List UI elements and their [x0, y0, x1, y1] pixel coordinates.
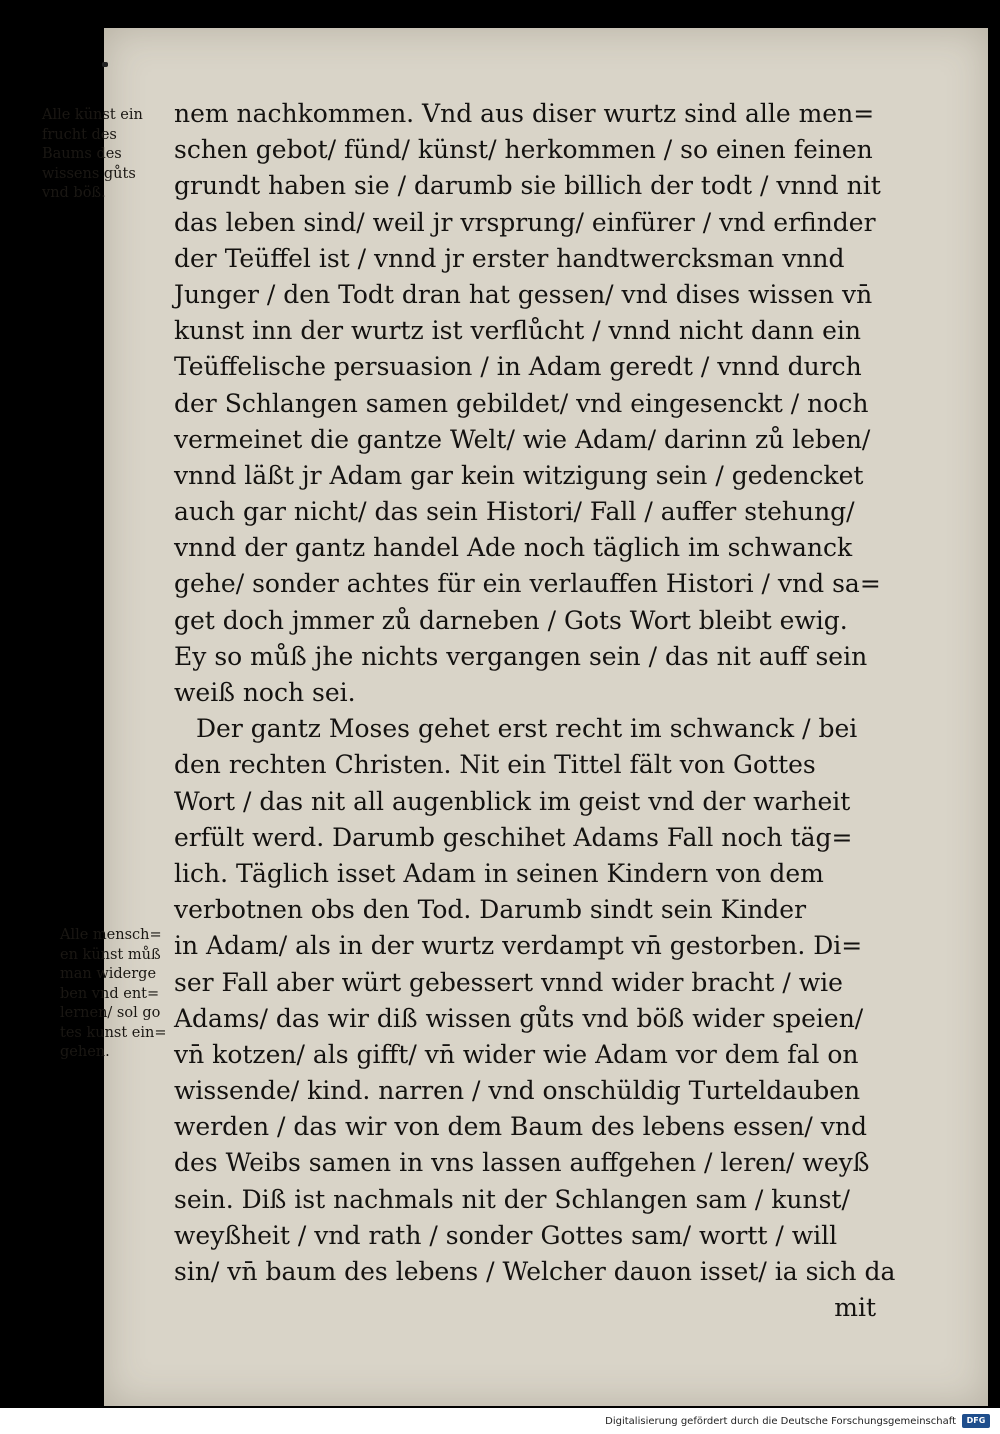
text-line: ser Fall aber würt gebessert vnnd wider bracht / wie	[174, 967, 843, 997]
text-line: der Schlangen samen gebildet/ vnd eingesenckt / noch	[174, 388, 869, 418]
text-line: vn̄ kotzen/ als gifft/ vn̄ wider wie Adam vor dem fal on	[174, 1039, 859, 1069]
marginal-note-line: Baums des	[42, 146, 122, 162]
text-line: vermeinet die gantze Welt/ wie Adam/ darinn zů leben/	[174, 424, 871, 454]
text-line: Adams/ das wir diß wissen gůts vnd böß wider speien/	[174, 1003, 864, 1033]
text-line: in Adam/ als in der wurtz verdampt vn̄ gestorben. Di=	[174, 931, 863, 961]
text-line: mit	[834, 1293, 876, 1323]
marginal-note-line: ben vnd ent=	[60, 985, 160, 1002]
text-line: Der gantz Moses gehet erst recht im schwanck / bei	[196, 714, 858, 744]
marginal-note-1	[42, 106, 143, 204]
marginal-note-line: wissens gůts	[42, 165, 136, 182]
text-line: den rechten Christen. Nit ein Tittel fält von Gottes	[174, 750, 816, 780]
marginal-note-line: en künst můß	[60, 946, 161, 963]
marginal-note-line: vnd böß.	[42, 185, 106, 201]
ink-speck	[102, 62, 108, 67]
text-line: der Teüffel ist / vnnd jr erster handtwercksman vnnd	[174, 243, 845, 273]
text-line: das leben sind/ weil jr vrsprung/ einfürer / vnd erfinder	[174, 207, 876, 237]
main-text-block	[174, 96, 896, 1326]
text-line: Teüffelische persuasion / in Adam geredt / vnnd durch	[174, 352, 862, 382]
footer-credit: Digitalisierung gefördert durch die Deutsche Forschungsgemeinschaft	[605, 1416, 956, 1427]
text-line: auch gar nicht/ das sein Histori/ Fall / auffer stehung/	[174, 497, 855, 527]
text-line: erfült werd. Darumb geschihet Adams Fall noch täg=	[174, 822, 853, 852]
text-line: Wort / das nit all augenblick im geist vnd der warheit	[174, 786, 851, 816]
text-line: get doch jmmer zů darneben / Gots Wort bleibt ewig.	[174, 605, 848, 635]
dfg-logo[interactable]: DFG	[962, 1414, 990, 1428]
text-line: gehe/ sonder achtes für ein verlauffen Histori / vnd sa=	[174, 569, 881, 599]
marginal-note-line: Alle künst ein	[42, 107, 143, 123]
text-line: grundt haben sie / darumb sie billich der todt / vnnd nit	[174, 171, 881, 201]
marginal-note-line: gehen.	[60, 1044, 110, 1060]
marginal-note-line: lernen/ sol go	[60, 1005, 161, 1021]
text-line: des Weibs samen in vns lassen auffgehen / leren/ weyß	[174, 1148, 870, 1178]
marginal-note-line: tes kunst ein=	[60, 1024, 167, 1041]
footer-bar	[0, 1408, 1000, 1434]
text-line: kunst inn der wurtz ist verflůcht / vnnd nicht dann ein	[174, 316, 861, 346]
text-line: vnnd läßt jr Adam gar kein witzigung sein / gedencket	[174, 460, 864, 490]
text-line: nem nachkommen. Vnd aus diser wurtz sind alle men=	[174, 99, 875, 128]
text-line: sin/ vn̄ baum des lebens / Welcher dauon isset/ ia sich da	[174, 1257, 896, 1286]
text-line: schen gebot/ fünd/ künst/ herkommen / so einen feinen	[174, 135, 873, 165]
text-line: verbotnen obs den Tod. Darumb sindt sein Kinder	[174, 895, 807, 925]
text-line: weyßheit / vnd rath / sonder Gottes sam/ wortt / will	[174, 1220, 838, 1250]
text-line: vnnd der gantz handel Ade noch täglich im schwanck	[174, 533, 853, 563]
marginal-note-line: Alle mensch=	[60, 927, 162, 943]
text-line: sein. Diß ist nachmals nit der Schlangen sam / kunst/	[174, 1184, 850, 1214]
text-line: wissende/ kind. narren / vnd onschüldig Turteldauben	[174, 1076, 861, 1106]
marginal-note-line: frucht des	[42, 126, 117, 143]
text-line: lich. Täglich isset Adam in seinen Kindern von dem	[174, 858, 824, 888]
text-line: Junger / den Todt dran hat gessen/ vnd dises wissen vn̄	[174, 279, 873, 309]
text-line: Ey so můß jhe nichts vergangen sein / das nit auff sein	[174, 641, 868, 671]
marginal-note-line: man widerge	[60, 966, 157, 982]
text-line: werden / das wir von dem Baum des lebens essen/ vnd	[174, 1112, 868, 1142]
text-line: weiß noch sei.	[174, 678, 356, 707]
marginal-note-2	[60, 926, 167, 1063]
